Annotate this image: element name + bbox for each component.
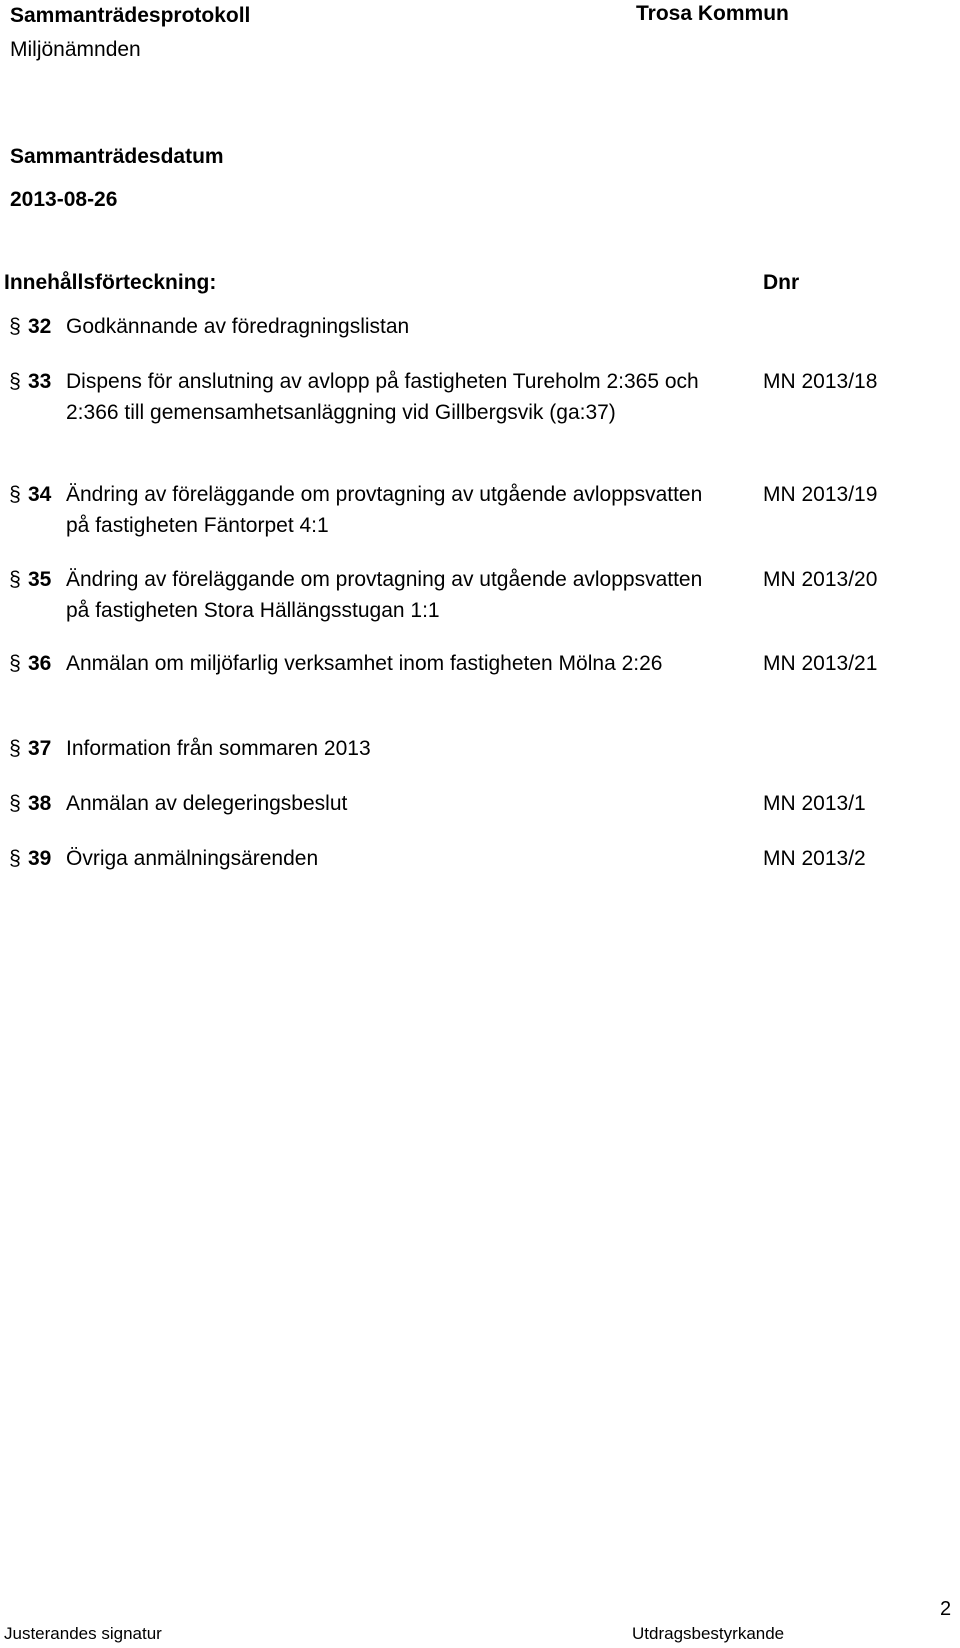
item-title: Information från sommaren 2013 [66, 737, 371, 760]
item-dnr: MN 2013/1 [763, 792, 866, 815]
section-symbol: § [9, 792, 21, 815]
toc-heading: Innehållsförteckning: [4, 271, 217, 294]
item-title: Ändring av föreläggande om provtagning av utgående avloppsvatten på fastigheten Fäntorpet 4:1 [66, 483, 703, 537]
item-number: 32 [28, 315, 52, 338]
item-number: 33 [28, 370, 52, 393]
section-symbol: § [9, 847, 21, 870]
section-symbol: § [9, 483, 21, 506]
item-number: 37 [28, 737, 52, 760]
item-title: Anmälan om miljöfarlig verksamhet inom fastigheten Mölna 2:26 [66, 652, 663, 675]
item-dnr: MN 2013/19 [763, 483, 878, 506]
item-title: Dispens för anslutning av avlopp på fastigheten Tureholm 2:365 och 2:366 till gemensamhetsanläggning vid Gillbergsvik (ga:37) [66, 370, 699, 424]
item-title: Godkännande av föredragningslistan [66, 315, 410, 338]
page-number: 2 [940, 1598, 952, 1620]
section-symbol: § [9, 370, 21, 393]
item-dnr: MN 2013/20 [763, 568, 878, 591]
extract-certification-label: Utdragsbestyrkande [632, 1624, 785, 1643]
section-symbol: § [9, 315, 21, 338]
item-dnr: MN 2013/2 [763, 847, 866, 870]
dnr-column-heading: Dnr [763, 271, 800, 294]
section-symbol: § [9, 737, 21, 760]
section-symbol: § [9, 568, 21, 591]
item-number: 36 [28, 652, 52, 675]
item-dnr: MN 2013/21 [763, 652, 878, 675]
item-title: Övriga anmälningsärenden [66, 847, 319, 870]
item-title: Anmälan av delegeringsbeslut [66, 792, 348, 815]
meeting-date-label: Sammanträdesdatum [10, 145, 224, 168]
section-symbol: § [9, 652, 21, 675]
item-number: 34 [28, 483, 52, 506]
item-number: 39 [28, 847, 52, 870]
meeting-date: 2013-08-26 [10, 188, 118, 211]
document-title: Sammanträdesprotokoll [10, 4, 251, 27]
signature-label: Justerandes signatur [4, 1624, 162, 1643]
organization-name: Trosa Kommun [636, 2, 789, 25]
item-number: 35 [28, 568, 52, 591]
committee-name: Miljönämnden [10, 38, 141, 61]
item-number: 38 [28, 792, 52, 815]
item-title: Ändring av föreläggande om provtagning av utgående avloppsvatten på fastigheten Stora Hällängsstugan 1:1 [66, 568, 703, 622]
item-dnr: MN 2013/18 [763, 370, 878, 393]
